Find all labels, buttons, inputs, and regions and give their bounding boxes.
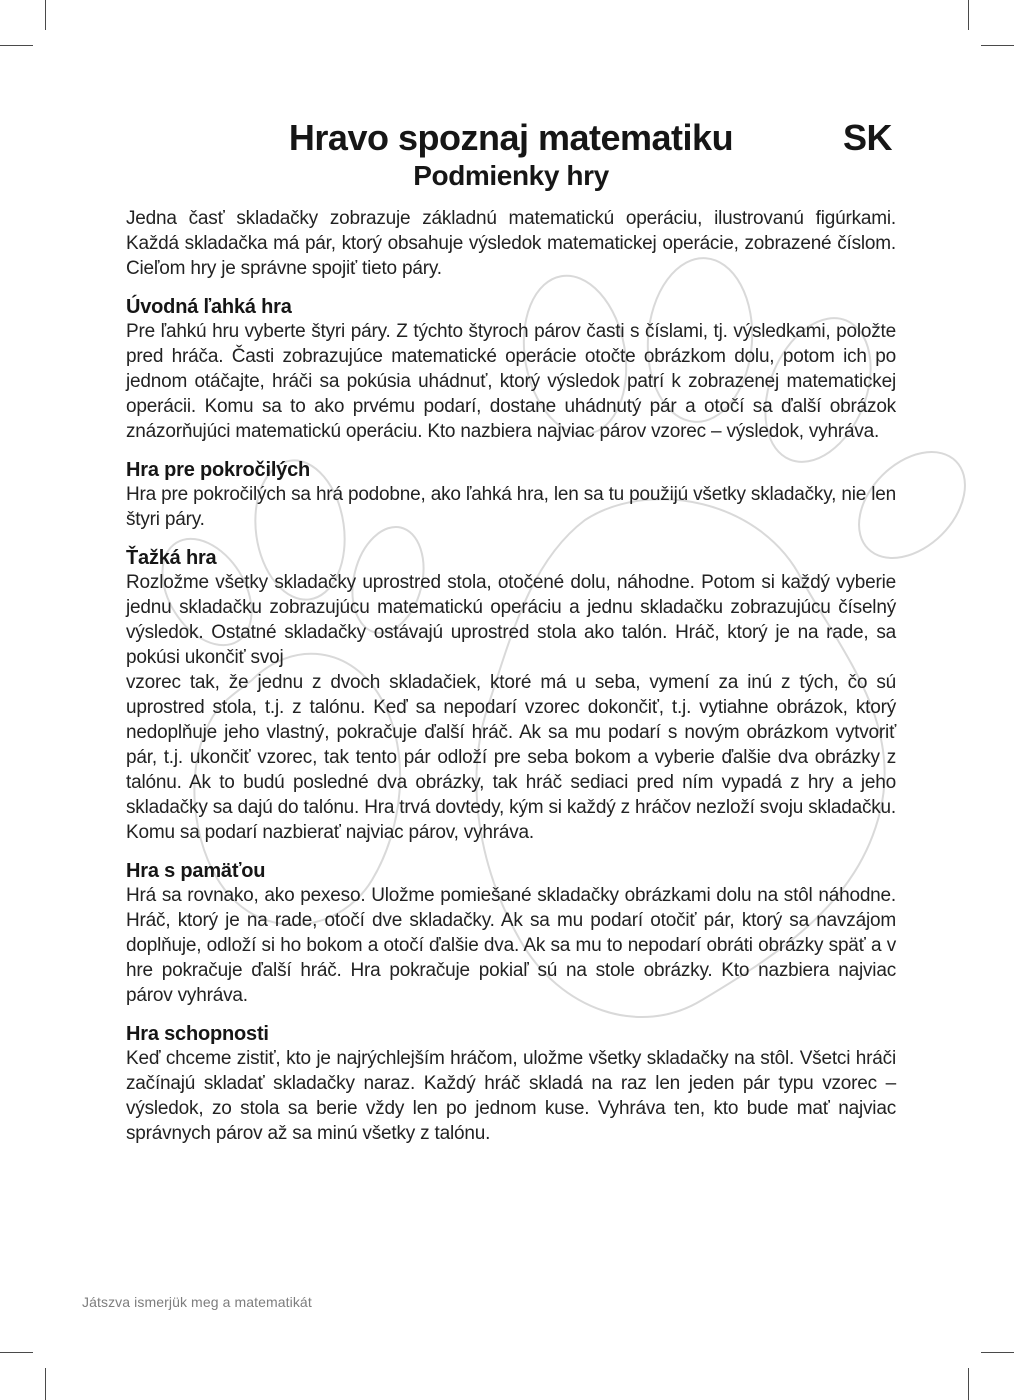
section-skill-game (126, 1022, 896, 1146)
crop-mark-top-right-vertical (968, 0, 969, 30)
section-paragraph: Pre ľahkú hru vyberte štyri páry. Z týchto štyroch párov časti s číslami, tj. výsledkami, položte pred hráča. Časti zobrazujúce matematické operácie otočte obrázkom dolu, potom ich po jednom otáčajte, hráči sa pokúsia uhádnuť, ktorý výsledok patrí k zobrazenej matematickej operácii. Komu sa to ako prvému podarí, dostane uhádnutý pár a otočí sa ďalší obrázok znázorňujúci matematickú operáciu. Kto nazbiera najviac párov vzorec – výsledok, vyhráva. (126, 321, 896, 442)
section-heading: Hra schopnosti (126, 1023, 269, 1045)
section-paragraph: Hra pre pokročilých sa hrá podobne, ako ľahká hra, len sa tu použijú všetky skladačky, nie len štyri páry. (126, 484, 896, 530)
crop-mark-bottom-right-vertical (968, 1368, 969, 1400)
language-code-badge: SK (842, 117, 892, 158)
section-hard-game (126, 546, 896, 845)
crop-mark-bottom-right-horizontal (981, 1352, 1014, 1353)
section-paragraph: Rozložme všetky skladačky uprostred stola, otočené dolu, náhodne. Potom si každý vyberie jednu skladačku zobrazujúcu matematickú operáciu a jednu skladačku zobrazujúcu číselný výsledok. Ostatné skladačky ostávajú uprostred stola ako talón. Hráč, ktorý je na rade, sa pokúsi ukončiť svoj (126, 572, 896, 668)
page-header (126, 118, 896, 192)
section-paragraph: Hrá sa rovnako, ako pexeso. Uložme pomiešané skladačky obrázkami dolu na stôl náhodne. Hráč, ktorý je na rade, otočí dve skladačky. Ak sa mu podarí otočiť pár, ktorý sa navzájom doplňuje, odloží si ho bokom a otočí ďalšie dva. Ak sa mu to nepodarí obráti obrázky späť a v hre pokračuje ďalší hráč. Hra pokračuje pokiaľ sú na stole obrázky. Kto nazbiera najviac párov vyhráva. (126, 885, 896, 1006)
crop-mark-bottom-left-horizontal (0, 1352, 33, 1353)
title-row (126, 118, 896, 158)
crop-mark-top-right-horizontal (981, 45, 1014, 46)
section-paragraph: Keď chceme zistiť, kto je najrýchlejším hráčom, uložme všetky skladačky na stôl. Všetci hráči začínajú skladať skladačky naraz. Každý hráč skladá na raz len jeden pár typu vzorec – výsledok, zo stola sa berie vždy len po jednom kuse. Vyhráva ten, kto bude mať najviac správnych párov až sa minú všetky z talónu. (126, 1048, 896, 1144)
section-heading: Ťažká hra (126, 547, 217, 569)
footer-note: Játszva ismerjük meg a matematikát (82, 1294, 312, 1310)
section-easy-intro-game (126, 295, 896, 444)
crop-mark-top-left-vertical (45, 0, 46, 30)
crop-mark-top-left-horizontal (0, 45, 33, 46)
section-advanced-game (126, 458, 896, 532)
section-memory-game (126, 859, 896, 1008)
section-paragraph: vzorec tak, že jednu z dvoch skladačiek, ktoré má u seba, vymení za inú z tých, čo sú uprostred stola, t.j. z talónu. Keď sa nepodarí vzorec dokončiť, t.j. vytiahne obrázok, ktorý nedoplňuje jeho vlastný, pokračuje ďalší hráč. Ak sa mu podarí s novým obrázkom vytvoriť pár, t.j. ukončiť vzorec, tak tento pár odloží pre seba bokom a vyberie ďalšie dva obrázky z talónu. Ak to budú posledné dva obrázky, tak hráč sediaci pred ním vypadá z hry a jeho skladačky sa dajú do talónu. Hra trvá dovtedy, kým si každý z hráčov nezloží svoju skladačku. Komu sa podarí nazbierať najviac párov, vyhráva. (126, 672, 896, 843)
intro-paragraph: Jedna časť skladačky zobrazuje základnú matematickú operáciu, ilustrovanú figúrkami. Každá skladačka má pár, ktorý obsahuje výsledok matematickej operácie, zobrazené číslom. Cieľom hry je správne spojiť tieto páry. (126, 208, 896, 279)
section-heading: Hra s pamäťou (126, 860, 266, 882)
section-heading: Hra pre pokročilých (126, 459, 311, 481)
page-subtitle: Podmienky hry (413, 160, 609, 191)
page-title: Hravo spoznaj matematiku (288, 117, 734, 158)
crop-mark-bottom-left-vertical (45, 1368, 46, 1400)
section-heading: Úvodná ľahká hra (126, 296, 292, 318)
